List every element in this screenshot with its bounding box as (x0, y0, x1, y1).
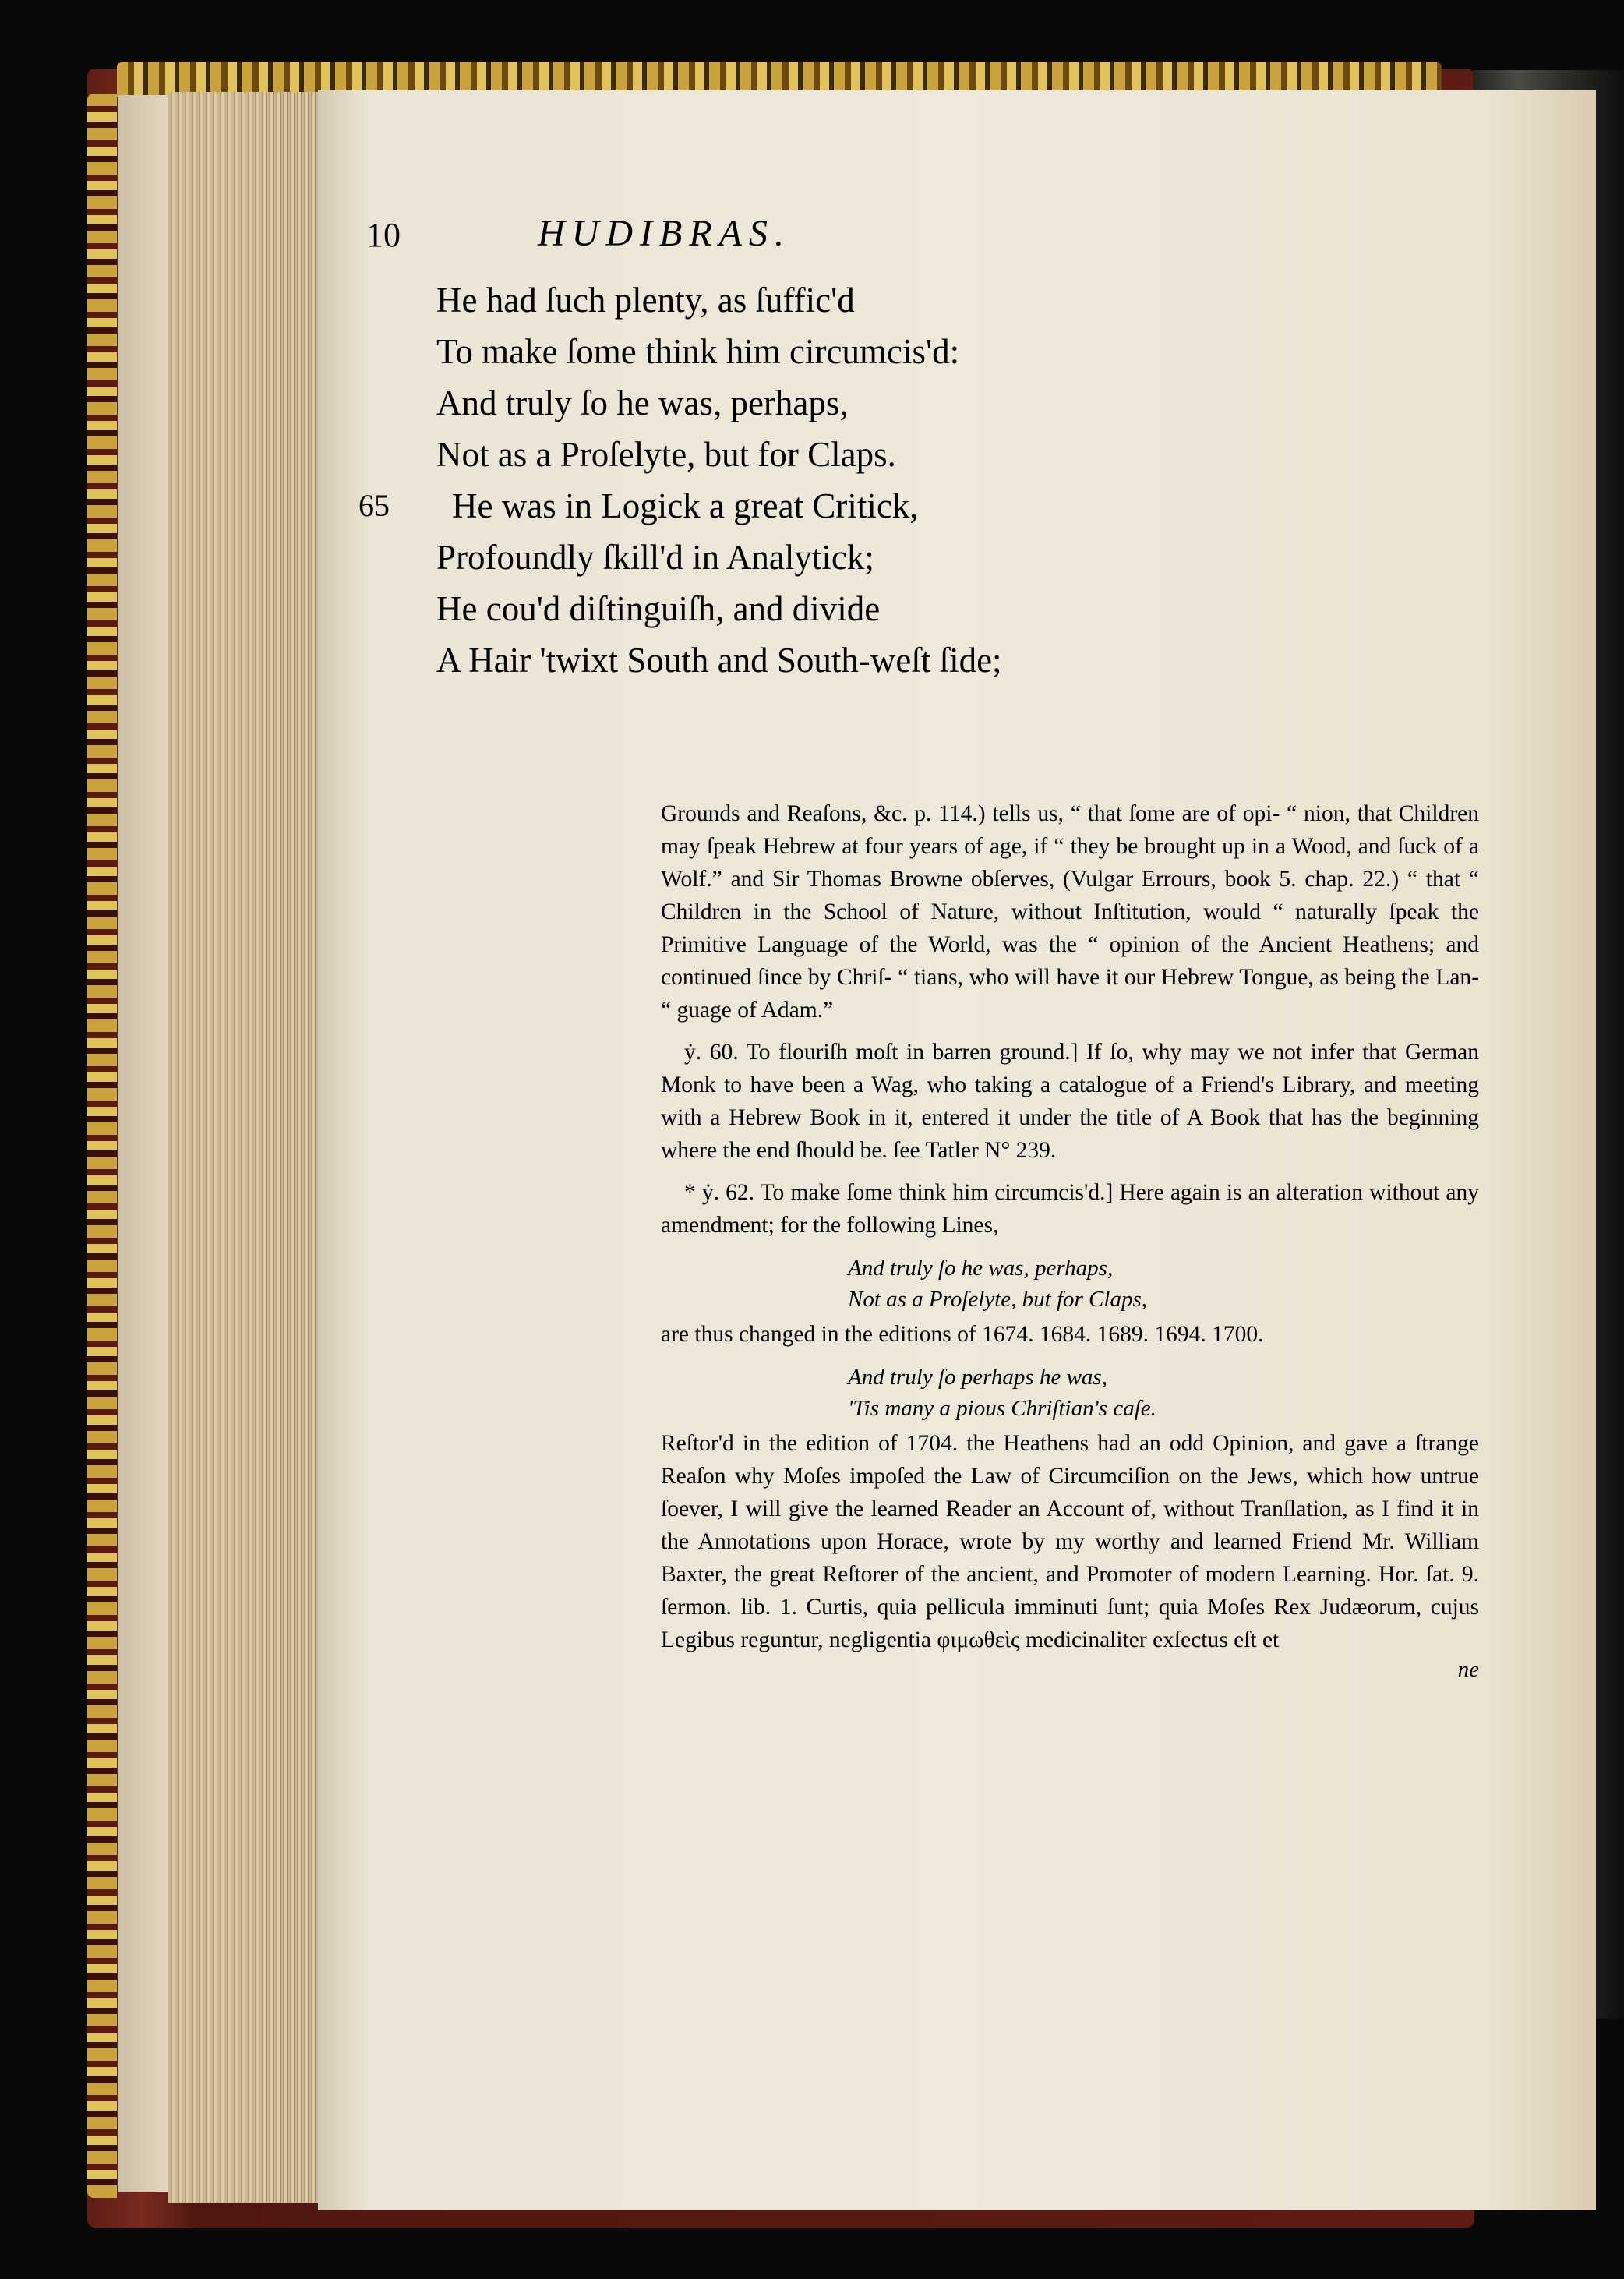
catchword: ne (1457, 1657, 1479, 1682)
verse-line (358, 377, 1255, 429)
verse-text: Not as a Proſelyte, but for Claps. (436, 435, 896, 474)
quote-line: Not as a Proſelyte, but for Claps, (848, 1287, 1147, 1312)
verse-text: Profoundly ſkill'd in Analytick; (436, 538, 874, 577)
verse-text: He was in Logick a great Critick, (452, 486, 919, 525)
verse-text: He cou'd diſtinguiſh, and divide (436, 589, 881, 628)
quote-line: And truly ſo perhaps he was, (848, 1365, 1107, 1390)
verse-text: A Hair 'twixt South and South-weſt ſide; (436, 641, 1002, 680)
note-paragraph: * ẏ. 62. To make ſome think him circumcis'd.] Here again is an alteration without any amendment; for the following Lines, (661, 1180, 1479, 1238)
gilt-border-left (87, 94, 117, 2198)
note-paragraph: Grounds and Reaſons, &c. p. 114.) tells us, “ that ſome are of opi- “ nion, that Children may ſpeak Hebrew at four years of age, if “ they be brought up in a Wood, and ſuck of a Wolf.” and Sir Thomas Browne obſerves, (Vulgar Errours, book 5. chap. 22.) “ that “ Children in the School of Nature, without Inſtitution, would “ naturally ſpeak the Primitive Language of the World, was the “ opinion of the Ancient Heathens; and continued ſince by Chriſ- “ tians, who will have it our Hebrew Tongue, as being the Lan- “ guage of Adam.” (661, 801, 1479, 1023)
verse-line (358, 326, 1255, 377)
page-edges (168, 92, 321, 2203)
verse-text: To make ſome think him circumcis'd: (436, 332, 960, 371)
verse-line (358, 583, 1255, 634)
running-header (366, 212, 1216, 263)
footnotes (661, 797, 1479, 1686)
verse-line (358, 532, 1255, 583)
running-title: HUDIBRAS. (538, 213, 791, 254)
verse-text: And truly ſo he was, perhaps, (436, 383, 849, 422)
verse-text: He had ſuch plenty, as ſuffic'd (436, 281, 855, 320)
endpaper (118, 95, 173, 2192)
note-paragraph: Reſtor'd in the edition of 1704. the Heathens had an odd Opinion, and gave a ſtrange Reaſon why Moſes impoſed the Law of Circumciſion on the Jews, which how untrue ſoever, I will give the learned Reader an Account of, without Tranſlation, as I find it in the Annotations upon Horace, wrote by my worthy and learned Friend Mr. William Baxter, the great Reſtorer of the ancient, and Promoter of modern Learning. Hor. ſat. 9. ſermon. lib. 1. Curtis, quia pellicula imminuti ſunt; quia Moſes Rex Judæorum, cujus Legibus reguntur, negligentia φιμωθεὶς medicinaliter exſectus eſt et (661, 1431, 1479, 1652)
quote-line: And truly ſo he was, perhaps, (848, 1256, 1114, 1281)
verse-line (358, 274, 1255, 326)
verse-line (358, 429, 1255, 480)
quoted-lines (848, 1362, 1479, 1424)
verse-line (358, 634, 1255, 686)
page-number: 10 (366, 216, 401, 254)
line-number: 65 (358, 488, 390, 523)
note-paragraph: ẏ. 60. To flouriſh moſt in barren ground.] If ſo, why may we not infer that German Monk to have been a Wag, who taking a catalogue of a Friend's Library, and meeting with a Hebrew Book in it, entered it under the title of A Book that has the beginning where the end ſhould be. ſee Tatler N° 239. (661, 1040, 1479, 1163)
note-paragraph: are thus changed in the editions of 1674. 1684. 1689. 1694. 1700. (661, 1322, 1264, 1347)
quoted-lines (848, 1253, 1479, 1315)
verse-line (358, 480, 1255, 532)
quote-line: 'Tis many a pious Chriſtian's caſe. (848, 1396, 1156, 1421)
verse-block (358, 274, 1255, 781)
